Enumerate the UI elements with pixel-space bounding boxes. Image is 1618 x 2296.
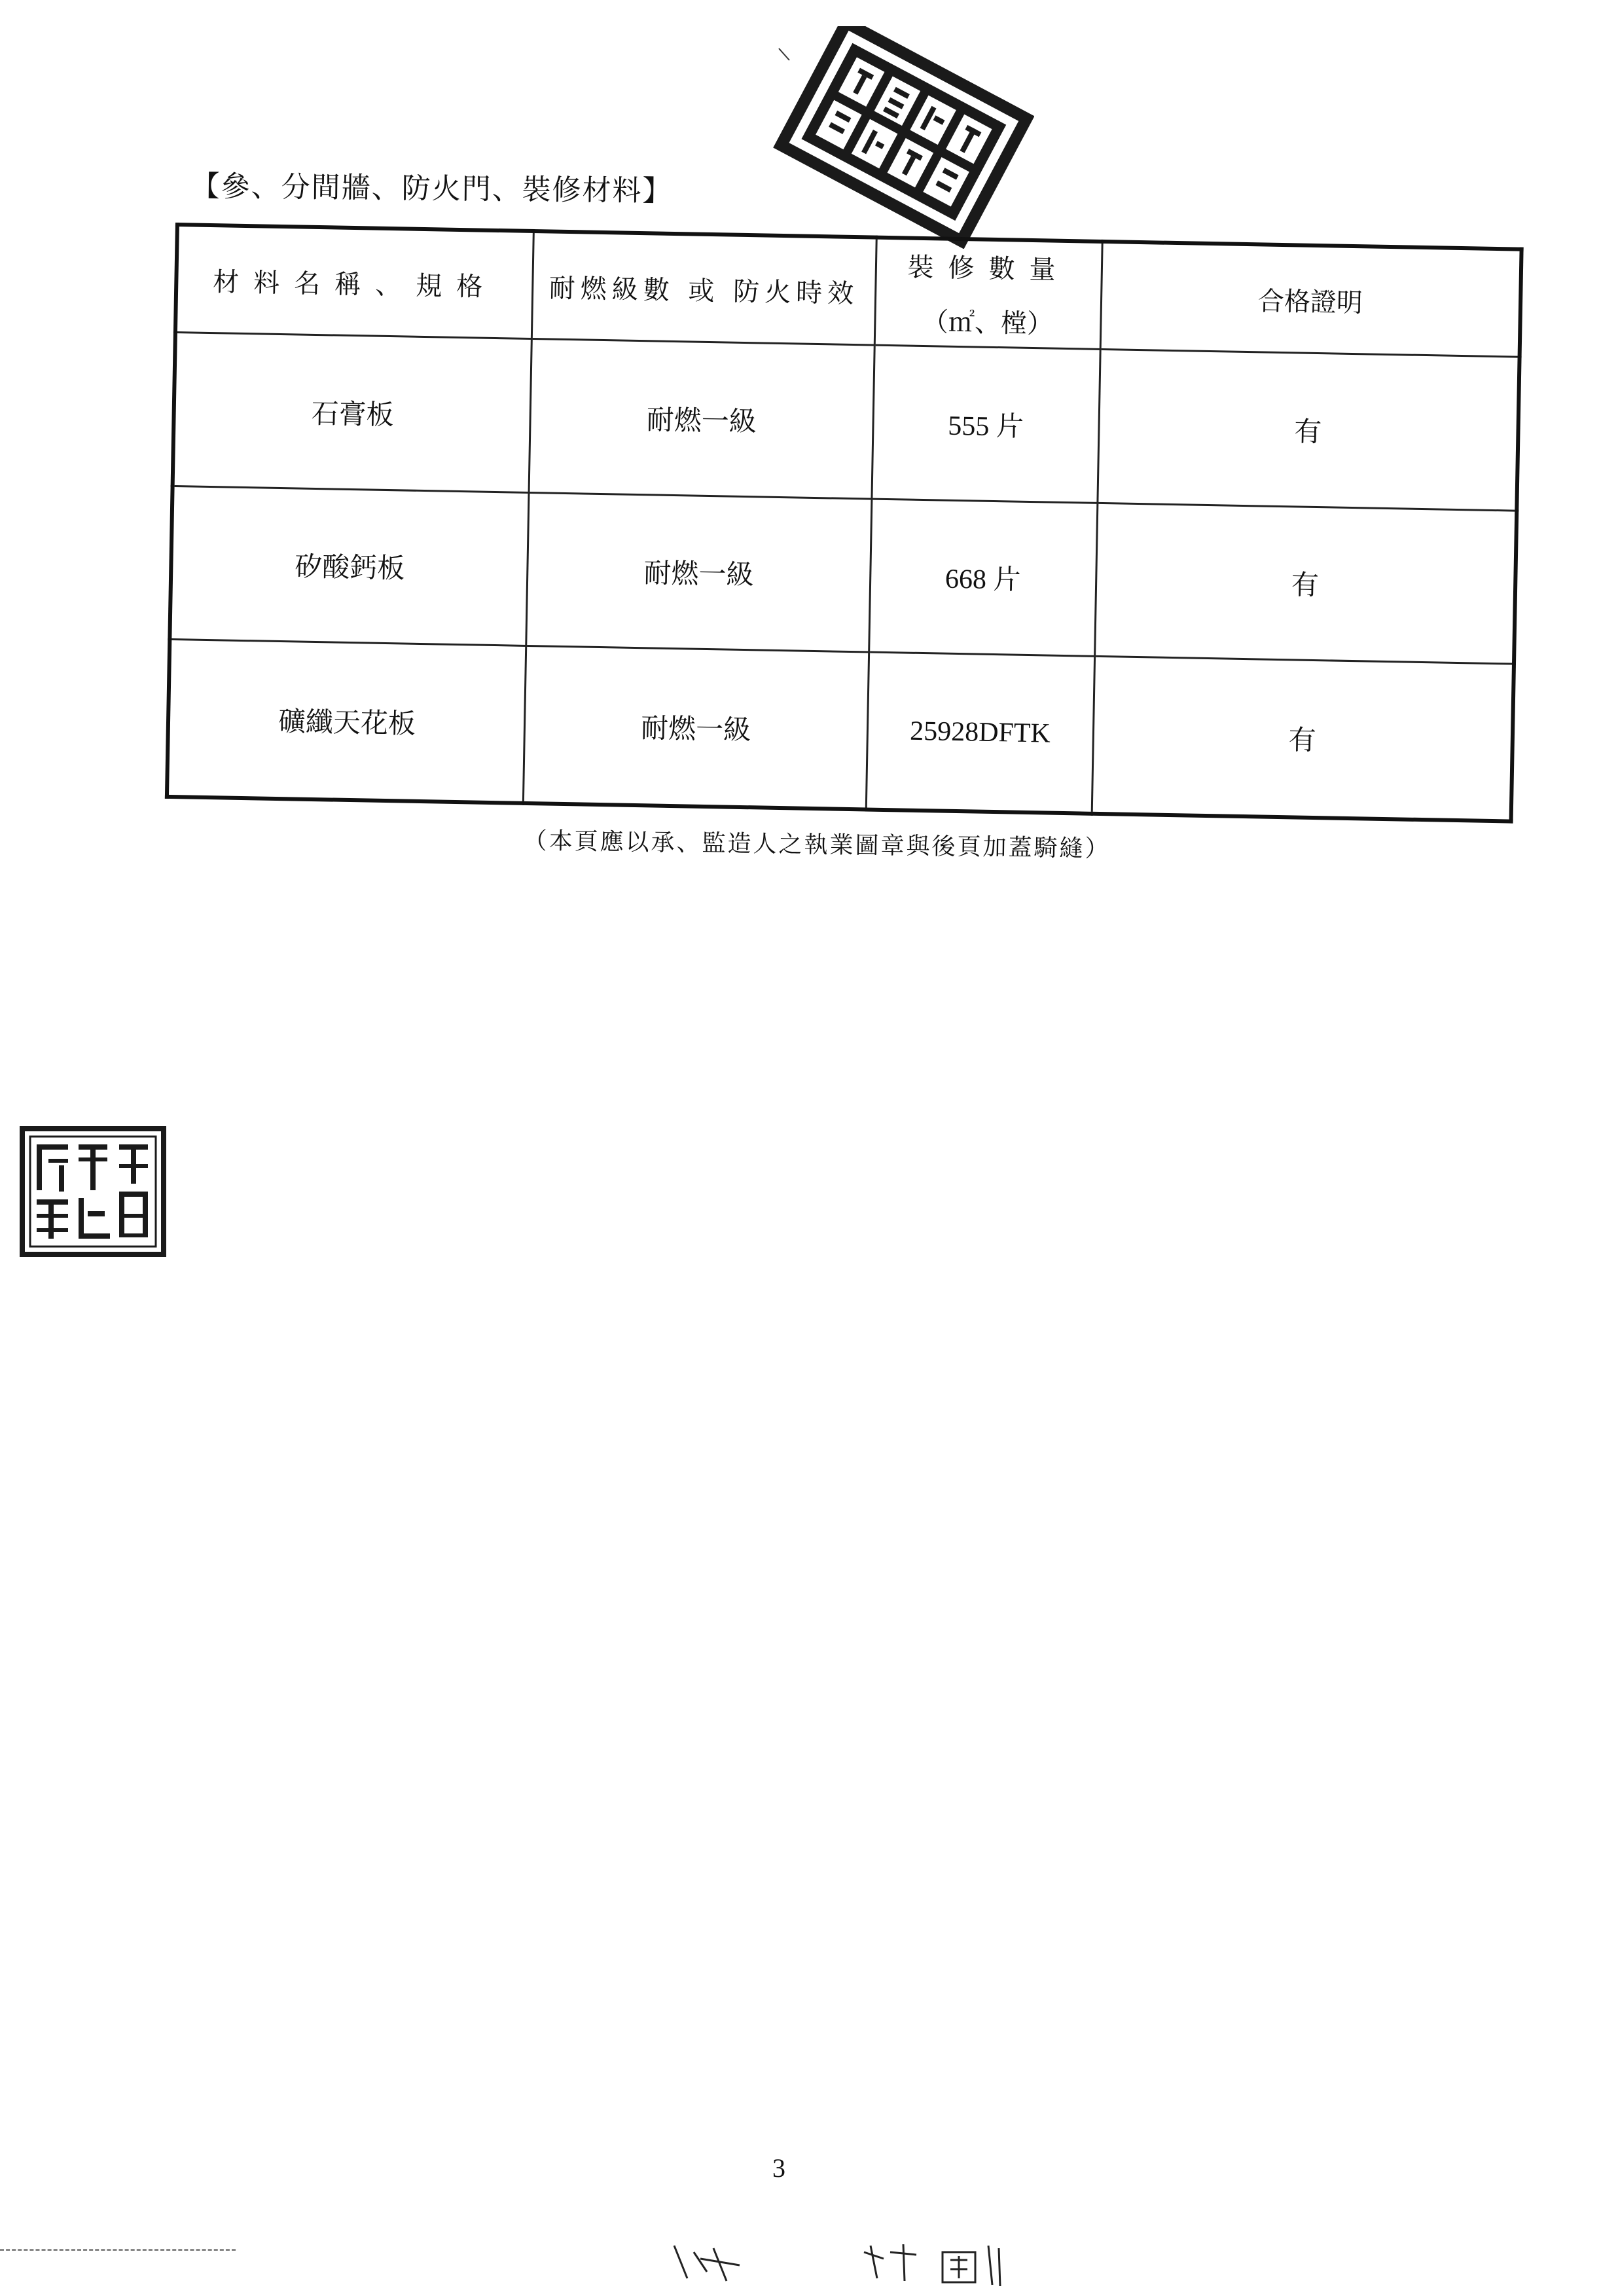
cell-quantity: 555 片 (872, 345, 1100, 503)
cell-fire-rating: 耐燃一級 (523, 646, 869, 810)
cell-quantity: 25928DFTK (866, 652, 1094, 814)
cell-certificate: 有 (1094, 503, 1517, 664)
seal-stamp-top (753, 26, 1034, 249)
header-quantity-unit: （㎡、樘） (922, 306, 1054, 340)
cell-fire-rating: 耐燃一級 (529, 339, 874, 499)
seal-stamp-left (20, 1126, 166, 1257)
header-quantity-label: 裝修數量 (907, 252, 1070, 286)
table-row (167, 640, 1514, 822)
cell-certificate: 有 (1092, 657, 1514, 822)
header-material-name: 材料名稱、規格 (175, 225, 533, 338)
cell-material-name: 矽酸鈣板 (170, 486, 529, 646)
table-row (170, 486, 1517, 664)
table-row (173, 333, 1520, 511)
cell-material-name: 石膏板 (173, 333, 532, 493)
cell-material-name: 礦纖天花板 (167, 640, 526, 803)
materials-table (165, 223, 1524, 824)
cell-quantity: 668 片 (869, 499, 1097, 657)
cell-certificate: 有 (1098, 349, 1520, 510)
materials-table-container (165, 223, 1524, 824)
header-certificate: 合格證明 (1100, 242, 1522, 357)
bottom-stamp-fragment (668, 2232, 1034, 2291)
scan-artifact-line (0, 2249, 236, 2251)
footnote: （本頁應以承、監造人之執業圖章與後頁加蓋騎縫） (523, 827, 1111, 863)
page-number: 3 (772, 2153, 785, 2183)
section-title: 【參、分間牆、防火門、裝修材料】 (190, 169, 673, 208)
header-quantity (874, 238, 1102, 350)
cell-fire-rating: 耐燃一級 (526, 492, 872, 652)
header-fire-rating: 耐燃級數 或 防火時效 (531, 231, 876, 345)
